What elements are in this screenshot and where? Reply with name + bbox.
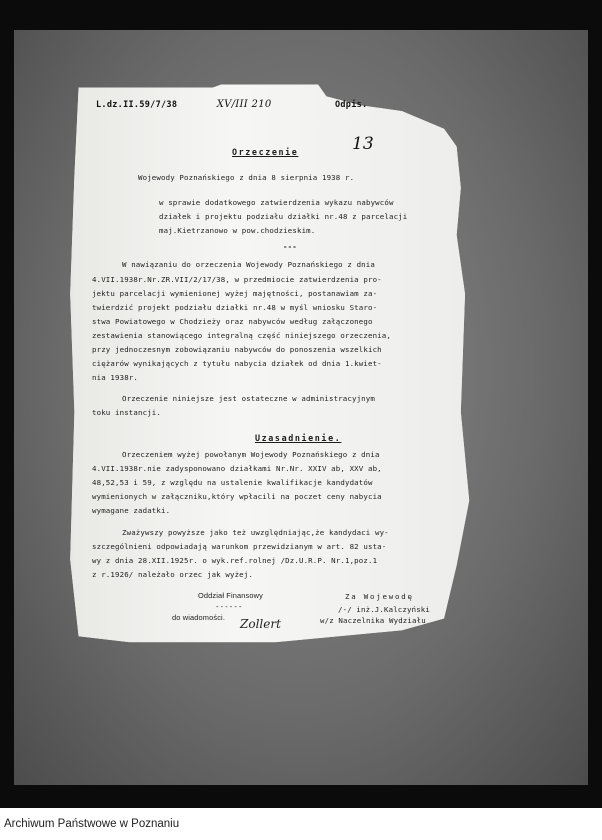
archive-footer <box>0 808 602 840</box>
department-rule: ------ <box>215 602 243 611</box>
paragraph-line: nia 1938r. <box>92 373 138 382</box>
divider: --- <box>283 242 297 251</box>
paragraph-line: Orzeczeniem wyżej powołanym Wojewody Poznańskiego z dnia <box>122 450 380 459</box>
paragraph-line: ciężarów wynikających z tytułu nabycia działek od dnia 1.kwiet- <box>92 359 382 368</box>
paragraph-line: przy jednoczesnym zobowiązaniu nabywców do ponoszenia wszelkich <box>92 345 382 354</box>
page-number: 13 <box>352 134 374 154</box>
justification-heading: Uzasadnienie. <box>255 433 342 443</box>
paragraph-line: Orzeczenie niniejsze jest ostateczne w administracyjnym <box>122 394 375 403</box>
archive-name: Archiwum Państwowe w Poznaniu <box>4 818 180 830</box>
paragraph-line: 4.VII.1938r.Nr.ZR.VII/2/17/38, w przedmiocie zatwierdzenia pro- <box>92 275 382 284</box>
paragraph-line: wymagane zadatki. <box>92 506 171 515</box>
for-information-signature: Zollert <box>240 617 281 631</box>
paragraph-line: wymienionych w załączniku,który wpłacili na poczet ceny nabycia <box>92 492 382 501</box>
document-subtitle: Wojewody Poznańskiego z dnia 8 sierpnia 1938 r. <box>138 173 355 182</box>
paragraph-line: jektu parcelacji wymienionej wyżej majętności, postanawiam za- <box>92 289 378 298</box>
document-header <box>96 99 396 115</box>
department-label: Oddział Finansowy <box>198 591 263 600</box>
for-governor-label: Za Wojewodę <box>345 592 414 601</box>
paragraph-line: toku instancji. <box>92 408 161 417</box>
reference-number: L.dz.II.59/7/38 <box>96 100 178 110</box>
paragraph-line: zestawienia stanowiącego integralną część niniejszego orzeczenia, <box>92 331 391 340</box>
document-title: Orzeczenie <box>232 147 299 157</box>
paragraph-line: Zważywszy powyższe jako też uwzględniając,że kandydaci wy- <box>122 528 389 537</box>
handwritten-reference: XV/III 210 <box>216 99 272 110</box>
paragraph-line: wy z dnia 28.XII.1925r. o wyk.ref.rolnej /Dz.U.R.P. Nr.1,poz.1 <box>92 556 378 565</box>
paragraph-line: 4.VII.1938r.nie zadysponowano działkami Nr.Nr. XXIV ab, XXV ab, <box>92 464 382 473</box>
paragraph-line: z r.1926/ należało orzec jak wyżej. <box>92 570 253 579</box>
signature-line: /-/ inż.J.Kalczyński <box>338 605 430 614</box>
copy-label: Odpis. <box>334 100 368 110</box>
paragraph-line: twierdzić projekt podziału działki nr.48 w myśl wniosku Staro- <box>92 303 378 312</box>
subject-line: w sprawie dodatkowego zatwierdzenia wykazu nabywców <box>159 198 394 207</box>
paragraph-line: 48,52,53 i 59, z względu na ustalenie kwalifikacje kandydatów <box>92 478 373 487</box>
for-information-label: do wiadomości. <box>172 613 226 622</box>
signature-role: w/z Naczelnika Wydziału <box>320 616 426 625</box>
paragraph-line: szczególnieni odpowiadają warunkom przewidzianym w art. 82 usta- <box>92 542 387 551</box>
paragraph-line: stwa Powiatowego w Chodzieży oraz nabywców według załączonego <box>92 317 373 326</box>
paragraph-line: W nawiązaniu do orzeczenia Wojewody Poznańskiego z dnia <box>122 260 375 269</box>
subject-line: maj.Kietrzanowo w pow.chodzieskim. <box>159 226 316 235</box>
subject-line: działek i projektu podziału działki nr.48 z parcelacji <box>159 212 408 221</box>
